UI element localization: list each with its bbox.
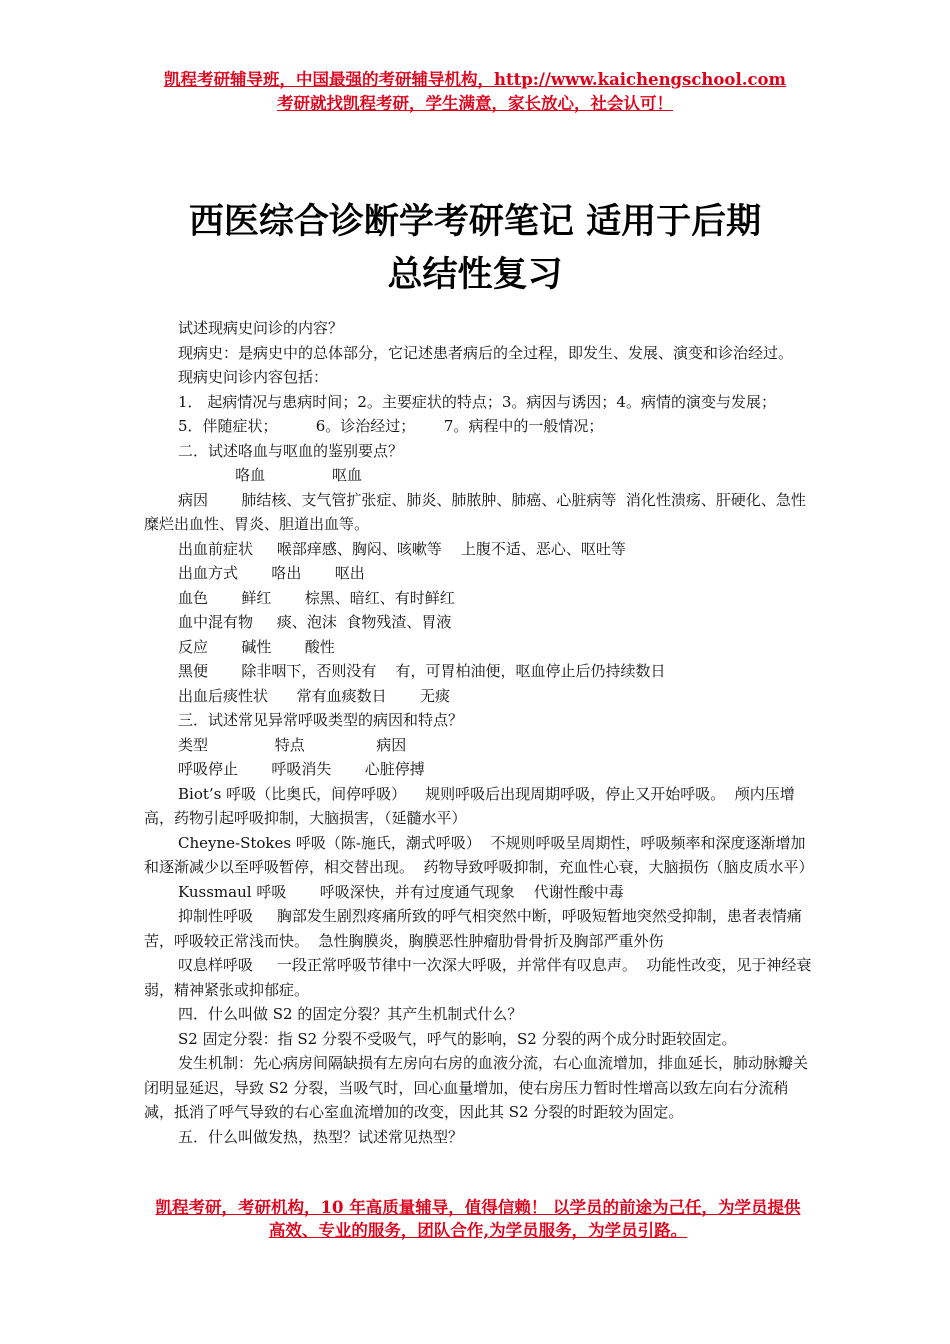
paragraph: 咯血 呕血 <box>178 466 362 484</box>
header-slogan: 考研就找凯程考研，学生满意，家长放心，社会认可！ <box>277 94 673 113</box>
paragraph: 叹息样呼吸 一段正常呼吸节律中一次深大呼吸，并常伴有叹息声。 功能性改变，见于神经衰弱，精神紧张或抑郁症。 <box>144 956 812 999</box>
paragraph: 试述现病史问诊的内容？ <box>178 319 344 337</box>
page-header <box>0 68 950 116</box>
paragraph: 5．伴随症状； 6。诊治经过； 7。病程中的一般情况； <box>178 417 604 435</box>
paragraph: Biot’s 呼吸（比奥氏，间停呼吸） 规则呼吸后出现周期呼吸，停止又开始呼吸。 颅内压增高，药物引起呼吸抑制，大脑损害，（延髓水平） <box>144 784 795 827</box>
document-title <box>140 196 810 302</box>
paragraph: 呼吸停止 呼吸消失 心脏停搏 <box>178 760 425 778</box>
paragraph: 反应 碱性 酸性 <box>178 637 335 656</box>
paragraph: Cheyne-Stokes 呼吸（陈-施氏，潮式呼吸） 不规则呼吸呈周期性，呼吸频率和深度逐渐增加和逐渐减少以至呼吸暂停，相交替出现。 药物导致呼吸抑制，充血性心衰，大脑损伤（脑皮质水平） <box>144 833 814 876</box>
paragraph: 血色 鲜红 棕黑、暗红、有时鲜红 <box>178 588 455 607</box>
paragraph: 出血前症状 喉部痒感、胸闷、咳嗽等 上腹不适、恶心、呕吐等 <box>178 539 626 558</box>
paragraph: 发生机制：先心病房间隔缺损有左房向右房的血液分流，右心血流增加，排血延长，肺动脉瓣关闭明显延迟，导致 S2 分裂，当吸气时，回心血量增加，使右房压力暂时性增高以致左向右分流稍减，抵消了呼气导致的右心室血流增加的改变，因此其 S2 分裂的时距较为固定。 <box>144 1054 809 1121</box>
page-footer <box>144 1196 812 1242</box>
footer-line-1[interactable]: 凯程考研，考研机构，10 年高质量辅导，值得信赖！ 以学员的前途为己任，为学员提供 <box>155 1198 801 1217</box>
paragraph: 血中混有物 痰、泡沫 食物残渣、胃液 <box>178 613 452 631</box>
paragraph: 三．试述常见异常呼吸类型的病因和特点？ <box>178 711 464 729</box>
paragraph: 抑制性呼吸 胸部发生剧烈疼痛所致的呼气相突然中断，呼吸短暂地突然受抑制，患者表情痛苦，呼吸较正常浅而快。 急性胸膜炎，胸膜恶性肿瘤肋骨骨折及胸部严重外伤 <box>144 907 802 950</box>
paragraph: 出血后痰性状 常有血痰数日 无痰 <box>178 686 450 705</box>
paragraph: 现病史：是病史中的总体部分，它记述患者病后的全过程，即发生、发展、演变和诊治经过。 <box>178 343 794 362</box>
paragraph: 二．试述咯血与呕血的鉴别要点？ <box>178 441 404 460</box>
paragraph: 五．什么叫做发热，热型？试述常见热型？ <box>178 1127 464 1146</box>
paragraph: 现病史问诊内容包括： <box>178 368 329 386</box>
paragraph: S2 固定分裂：指 S2 分裂不受吸气，呼气的影响，S2 分裂的两个成分时距较固定。 <box>178 1029 737 1048</box>
title-line-2: 总结性复习 <box>387 255 563 295</box>
title-line-1: 西医综合诊断学考研笔记 适用于后期 <box>188 202 762 242</box>
paragraph: 1． 起病情况与患病时间；2。主要症状的特点；3。病因与诱因；4。病情的演变与发展； <box>178 392 776 411</box>
header-promo-link[interactable]: 凯程考研辅导班，中国最强的考研辅导机构，http://www.kaichengschool.com <box>164 70 786 89</box>
paragraph: 出血方式 咯出 呕出 <box>178 564 365 582</box>
document-body <box>144 316 812 1149</box>
paragraph: 四．什么叫做 S2 的固定分裂？其产生机制式什么？ <box>178 1005 523 1023</box>
paragraph: 类型 特点 病因 <box>178 735 407 754</box>
paragraph: 黑便 除非咽下，否则没有 有，可胃柏油便，呕血停止后仍持续数日 <box>178 662 666 680</box>
paragraph: 病因 肺结核、支气管扩张症、肺炎、肺脓肿、肺癌、心脏病等 消化性溃疡、肝硬化、急性糜烂出血性、胃炎、胆道出血等。 <box>144 490 806 533</box>
footer-line-2[interactable]: 高效、专业的服务，团队合作,为学员服务，为学员引路。 <box>268 1221 688 1240</box>
paragraph: Kussmaul 呼吸 呼吸深快，并有过度通气现象 代谢性酸中毒 <box>178 882 624 901</box>
